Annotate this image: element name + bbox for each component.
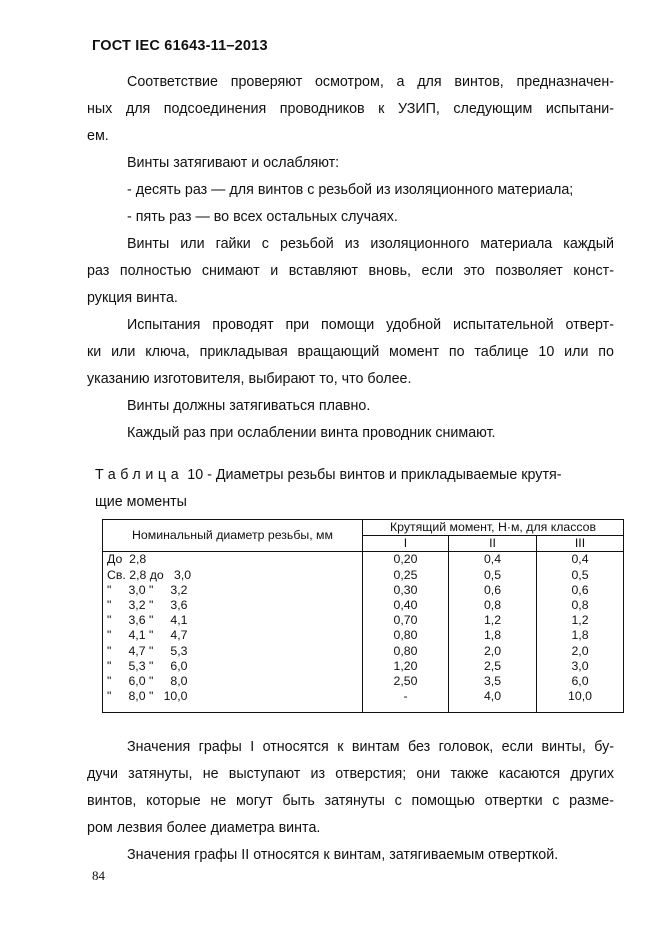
paragraph-line: рукция винта. (87, 290, 178, 306)
paragraph-line: - десять раз — для винтов с резьбой из изоляционного материала; (127, 182, 574, 198)
diameter-cell: " 8,0 " 10,0 (107, 689, 188, 704)
paragraph-line: Значения графы II относятся к винтам, затягиваемым отверткой. (127, 847, 559, 863)
paragraph-line: Винты или гайки с резьбой из изоляционного материала каждый (127, 236, 614, 252)
diameter-cell: " 4,7 " 5,3 (107, 643, 188, 658)
torque-cell-class-1: 0,80 (393, 628, 418, 643)
torque-cell-class-3: 0,4 (571, 552, 589, 567)
torque-cell-class-3: 0,5 (571, 567, 589, 582)
torque-cell-class-1: 0,30 (393, 582, 418, 597)
diameter-cell: Св. 2,8 до 3,0 (107, 567, 192, 582)
paragraph-line: ки или ключа, прикладывая вращающий момент по таблице 10 или по (87, 344, 614, 360)
column-header-diameter: Номинальный диаметр резьбы, мм (103, 520, 363, 552)
torque-cell-class-1: 1,20 (393, 658, 418, 673)
torque-cell-class-2: 3,5 (483, 673, 502, 688)
torque-cell-class-3: 6,0 (571, 673, 589, 688)
torque-cell-class-2: 1,2 (483, 613, 502, 628)
document-header: ГОСТ IEC 61643-11–2013 (92, 38, 268, 54)
torque-cell-class-1: 0,80 (393, 643, 418, 658)
torque-cell-class-3: 0,8 (571, 597, 589, 612)
caption-text: 10 - Диаметры резьбы винтов и прикладываемые крутя- (183, 467, 562, 483)
column-header-class-3: III (537, 536, 624, 552)
class-1-column (363, 552, 449, 713)
torque-cell-class-2: 0,8 (483, 597, 502, 612)
torque-cell-class-1: 2,50 (393, 673, 418, 688)
torque-cell-class-3: 1,8 (571, 628, 589, 643)
torque-cell-class-2: 1,8 (483, 628, 502, 643)
paragraph-line: винтов, которые не могут быть затянуты с помощью отвертки с разме- (87, 793, 614, 809)
diameter-cell: " 6,0 " 8,0 (107, 673, 188, 688)
torque-cell-class-1: 0,70 (393, 613, 418, 628)
torque-cell-class-2: 2,5 (483, 658, 502, 673)
column-header-torque: Крутящий момент, Н·м, для классов (363, 520, 624, 536)
torque-cell-class-1: 0,25 (393, 567, 418, 582)
caption-label: Таблица (95, 467, 184, 483)
torque-cell-class-2: 4,0 (483, 689, 502, 704)
body-text-bottom (87, 734, 614, 869)
torque-cell-class-3: 10,0 (568, 689, 592, 704)
class-2-column (449, 552, 537, 713)
diameter-cell: " 4,1 " 4,7 (107, 628, 188, 643)
thread-torque-table (102, 519, 624, 713)
torque-cell-class-3: 0,6 (571, 582, 589, 597)
torque-cell-class-2: 0,5 (483, 567, 502, 582)
paragraph-line: ем. (87, 128, 109, 144)
paragraph-line: раз полностью снимают и вставляют вновь, если это позволяет конст- (87, 263, 614, 279)
diameter-cell: До 2,8 (107, 552, 147, 567)
torque-cell-class-1: - (403, 689, 408, 704)
paragraph-line: Каждый раз при ослаблении винта проводник снимают. (127, 425, 496, 441)
torque-cell-class-1: 0,40 (393, 597, 418, 612)
column-header-class-1: I (363, 536, 449, 552)
paragraph-line: указанию изготовителя, выбирают то, что более. (87, 371, 412, 387)
paragraph-line: Винты затягивают и ослабляют: (127, 155, 340, 171)
torque-cell-class-2: 2,0 (483, 643, 502, 658)
torque-cell-class-3: 3,0 (571, 658, 589, 673)
paragraph-line: Соответствие проверяют осмотром, а для винтов, предназначен- (127, 74, 614, 90)
torque-cell-class-2: 0,6 (483, 582, 502, 597)
body-text-top (87, 69, 614, 447)
diameter-cell: " 5,3 " 6,0 (107, 658, 188, 673)
paragraph-line: Винты должны затягиваться плавно. (127, 398, 371, 414)
diameter-cell: " 3,2 " 3,6 (107, 597, 188, 612)
paragraph-line: дучи затянуты, не выступают из отверстия; они также касаются других (87, 766, 614, 782)
paragraph-line: ных для подсоединения проводников к УЗИП, следующим испытани- (87, 101, 614, 117)
paragraph-line: Испытания проводят при помощи удобной испытательной отверт- (127, 317, 614, 333)
column-header-class-2: II (449, 536, 537, 552)
diameter-cell: " 3,6 " 4,1 (107, 613, 188, 628)
torque-cell-class-3: 2,0 (571, 643, 589, 658)
paragraph-line: ром лезвия более диаметра винта. (87, 820, 321, 836)
torque-cell-class-3: 1,2 (571, 613, 589, 628)
diameter-column (103, 552, 363, 713)
torque-cell-class-2: 0,4 (483, 552, 502, 567)
paragraph-line: - пять раз — во всех остальных случаях. (127, 209, 398, 225)
torque-cell-class-1: 0,20 (393, 552, 418, 567)
page-number: 84 (92, 868, 105, 883)
diameter-cell: " 3,0 " 3,2 (107, 582, 188, 597)
class-3-column (537, 552, 624, 713)
table-caption (95, 462, 614, 516)
caption-text-line2: щие моменты (95, 494, 187, 510)
paragraph-line: Значения графы I относятся к винтам без головок, если винты, бу- (127, 739, 614, 755)
